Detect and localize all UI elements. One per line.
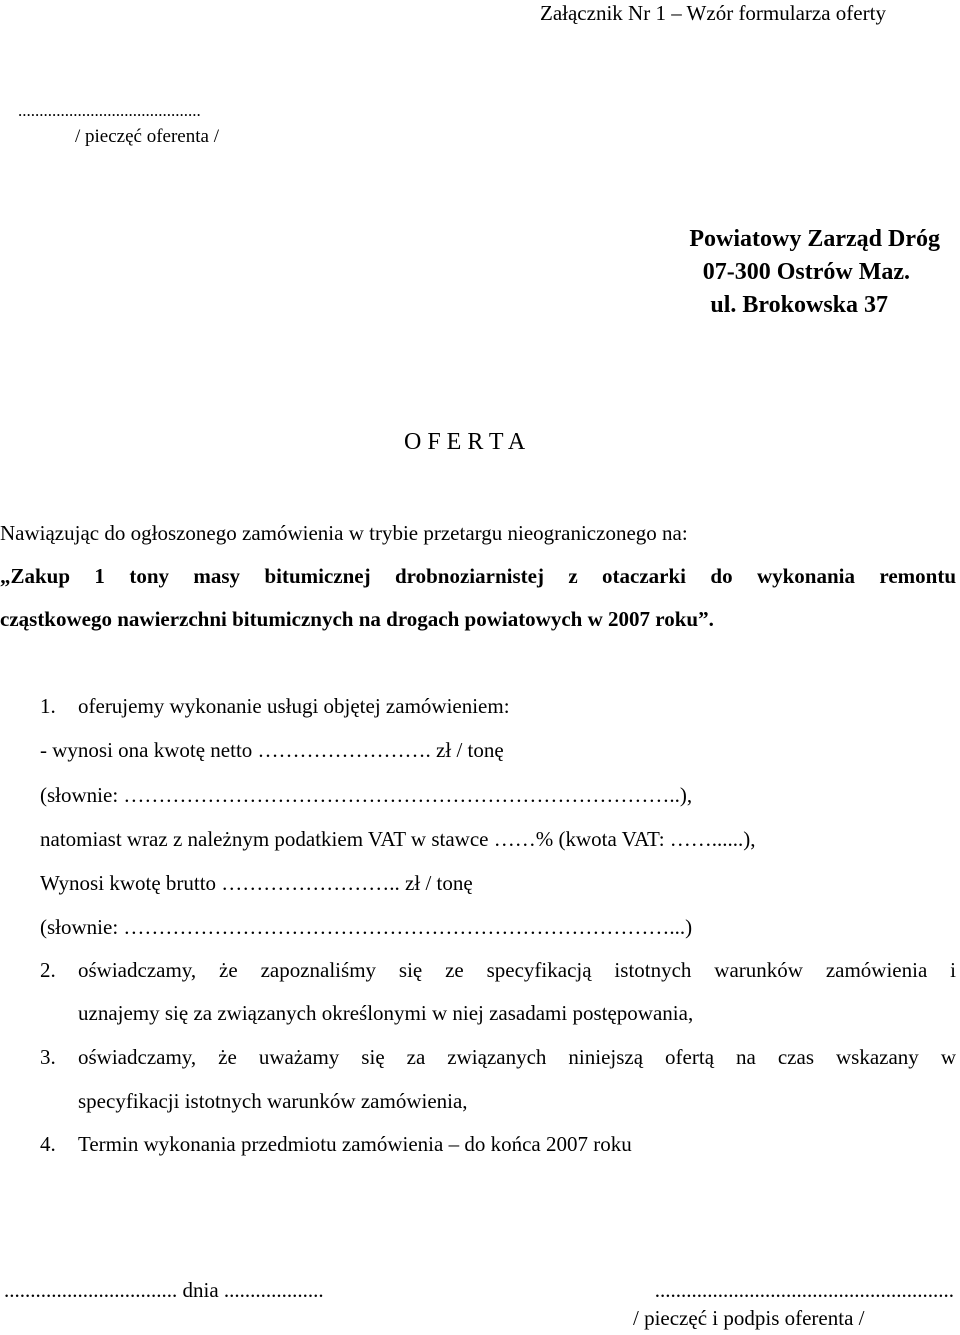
- place-date-field: ................................. dnia ...................: [4, 1278, 324, 1302]
- item-3-line-1: oświadczamy, że uważamy się za związanych niniejszą ofertą na czas wskazany w: [78, 1045, 956, 1069]
- item-3-number: 3.: [40, 1045, 56, 1069]
- addressee-line-2: 07-300 Ostrów Maz.: [702, 259, 910, 285]
- item-1-netto-field: - wynosi ona kwotę netto ……………………. zł / tonę: [40, 738, 504, 762]
- stamp-dots: ...........................................: [18, 101, 201, 120]
- annex-title: Załącznik Nr 1 – Wzór formularza oferty: [540, 1, 886, 25]
- item-4-text: Termin wykonania przedmiotu zamówienia – do końca 2007 roku: [78, 1132, 632, 1156]
- item-3-line-2: specyfikacji istotnych warunków zamówienia,: [78, 1089, 468, 1113]
- item-1-brutto-field: Wynosi kwotę brutto …………………….. zł / tonę: [40, 871, 473, 895]
- item-2-number: 2.: [40, 958, 56, 982]
- item-2-line-2: uznajemy się za związanych określonymi w niej zasadami postępowania,: [78, 1001, 694, 1025]
- item-1-vat-field: natomiast wraz z należnym podatkiem VAT w stawce ……% (kwota VAT: ……......),: [40, 827, 756, 851]
- addressee-line-3: ul. Brokowska 37: [710, 292, 888, 318]
- document-title: O F E R T A: [404, 429, 526, 455]
- intro-subject-line-1: „Zakup 1 tony masy bitumicznej drobnoziarnistej z otaczarki do wykonania remontu: [0, 564, 956, 588]
- item-4-number: 4.: [40, 1132, 56, 1156]
- signature-label: / pieczęć i podpis oferenta /: [633, 1306, 865, 1330]
- item-2-line-1: oświadczamy, że zapoznaliśmy się ze specyfikacją istotnych warunków zamówienia i: [78, 958, 956, 982]
- item-1-number: 1.: [40, 694, 56, 718]
- item-1-text: oferujemy wykonanie usługi objętej zamówieniem:: [78, 694, 510, 718]
- intro-line-1: Nawiązując do ogłoszonego zamówienia w trybie przetargu nieograniczonego na:: [0, 521, 688, 545]
- intro-subject-line-2: cząstkowego nawierzchni bitumicznych na drogach powiatowych w 2007 roku”.: [0, 607, 714, 631]
- addressee-line-1: Powiatowy Zarząd Dróg: [689, 226, 940, 252]
- stamp-label: / pieczęć oferenta /: [75, 126, 219, 147]
- item-1-slownie-field: (słownie: ……………………………………………………………………..),: [40, 783, 693, 807]
- item-1-slownie-brutto-field: (słownie: ……………………………………………………………………...): [40, 915, 693, 939]
- signature-dots: .........................................................: [654, 1278, 954, 1302]
